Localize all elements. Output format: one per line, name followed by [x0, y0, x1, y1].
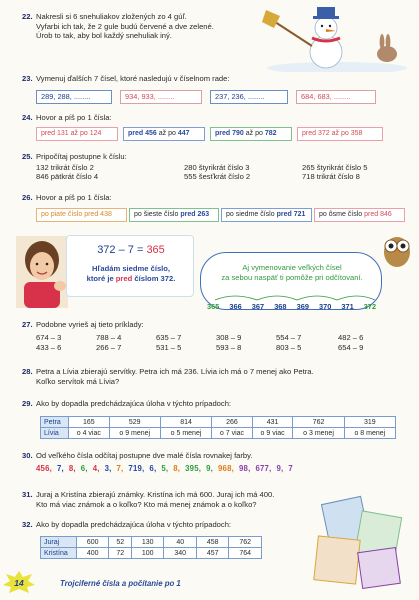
sequence-box: 289, 288, ........ [36, 90, 112, 104]
task-number: 25. [22, 152, 33, 161]
task-26 [22, 193, 112, 203]
sequence-number: 8, [68, 464, 76, 473]
sequence-number: 719, [128, 464, 145, 473]
table-cell: o 4 viac [69, 428, 110, 439]
list-item: 674 – 3 [36, 332, 62, 342]
task-text: Ako by dopadla predchádzajúca úloha v týchto prípadoch: [36, 399, 232, 408]
list-item: 635 – 7 [156, 332, 182, 342]
list-item: 531 – 5 [156, 343, 182, 353]
table-cell: 266 [212, 417, 253, 428]
list-item: 555 šesťkrát číslo 2 [184, 172, 251, 182]
number-line [205, 294, 383, 312]
count-pill: po šieste číslo pred 263 [129, 208, 219, 222]
task-23 [22, 74, 229, 84]
number-line-label: 371 [341, 302, 354, 311]
number-line-label: 366 [229, 302, 242, 311]
list-item: 266 – 7 [96, 343, 122, 353]
number-line-label: 368 [274, 302, 287, 311]
table-cell: 319 [344, 417, 395, 428]
page-number: 14 [14, 578, 24, 588]
count-pill: po ôsme číslo pred 846 [314, 208, 405, 222]
count-pill: po piate číslo pred 438 [36, 208, 127, 222]
table-32 [40, 536, 262, 559]
task-number: 31. [22, 490, 33, 499]
task-text: Úrob to tak, aby bol každý snehuliak iný. [36, 31, 172, 41]
sequence-number: 6, [80, 464, 88, 473]
table-cell: 600 [77, 537, 109, 548]
table-row [41, 428, 396, 439]
sequence-number: 98, [239, 464, 251, 473]
count-pill: pred 790 až po 782 [210, 127, 292, 141]
task-27 [22, 320, 398, 353]
task-number: 23. [22, 74, 33, 83]
count-pill: po siedme číslo pred 721 [221, 208, 312, 222]
list-item: 433 – 6 [36, 343, 62, 353]
count-pills-24 [36, 127, 383, 141]
task-text: Vymenuj ďalších 7 čísel, ktoré nasledujú v číselnom rade: [36, 74, 230, 83]
table-cell: 100 [132, 548, 164, 559]
table-row [41, 548, 262, 559]
stamps-illustration [296, 494, 416, 594]
sequence-number: 5, [161, 464, 169, 473]
list-item: 846 pätkrát číslo 4 [36, 172, 99, 182]
table-cell: o 7 viac [212, 428, 253, 439]
sequence-number: 677, [255, 464, 272, 473]
child-illustration [16, 236, 68, 308]
table-cell: Juraj [41, 537, 77, 548]
sequence-number: 8, [173, 464, 181, 473]
list-item: 280 štyrikrát číslo 3 [184, 162, 250, 172]
table-cell: 52 [109, 537, 132, 548]
sequence-number: 7, [56, 464, 64, 473]
snowman-illustration [262, 2, 412, 72]
number-line-label: 367 [251, 302, 265, 311]
table-cell: Kristína [41, 548, 77, 559]
table-cell: 400 [77, 548, 109, 559]
table-cell: 40 [164, 537, 196, 548]
sequence-number: 456, [36, 464, 52, 473]
table-cell: 529 [109, 417, 160, 428]
task-29 [22, 399, 231, 409]
list-item: 803 – 5 [276, 343, 302, 353]
count-pills-26 [36, 208, 405, 222]
sequence-number: 3, [104, 464, 112, 473]
table-cell: o 9 viac [252, 428, 293, 439]
addition-list [22, 163, 392, 182]
task-number: 29. [22, 399, 33, 408]
equation-hint: Hľadám siedme číslo, ktoré je pred číslom 372. [86, 264, 176, 283]
task-text: Koľko servítok má Lívia? [36, 376, 120, 386]
task-text: Podobne vyrieš aj tieto príklady: [36, 320, 144, 329]
task-text: Hovor a píš po 1 čísla: [36, 113, 112, 122]
number-line-label: 369 [296, 302, 309, 311]
table-cell: 762 [293, 417, 344, 428]
list-item: 593 – 8 [216, 343, 242, 353]
task-32 [22, 520, 231, 530]
sequence-number: 7, [116, 464, 124, 473]
task-text: Od veľkého čísla odčítaj postupne dve malé čísla rovnakej farby. [36, 451, 253, 460]
task-text: Kto má viac známok a o koľko? Kto má menej známok a o koľko? [36, 499, 257, 509]
task-31 [22, 490, 274, 509]
table-cell: 762 [229, 537, 262, 548]
table-cell: 814 [160, 417, 211, 428]
table-cell: o 8 menej [344, 428, 395, 439]
sequence-boxes [36, 90, 376, 104]
list-item: 482 – 6 [338, 332, 364, 342]
sequence-number: 9, [206, 464, 214, 473]
table-cell: o 5 menej [160, 428, 211, 439]
task-text: Vyfarbi ich tak, že 2 gule budú červené a dve zelené. [36, 21, 214, 31]
table-cell: 165 [69, 417, 110, 428]
task-text: Petra a Lívia zbierajú servítky. Petra ich má 236. Lívia ich má o 7 menej ako Petra. [36, 367, 314, 376]
sequence-number: 4, [92, 464, 100, 473]
color-sequence [36, 464, 298, 473]
table-cell: o 9 menej [109, 428, 160, 439]
sequence-number: 968, [218, 464, 234, 473]
table-row [41, 417, 396, 428]
table-cell: 457 [196, 548, 228, 559]
sequence-number: 7 [288, 464, 293, 473]
table-29 [40, 416, 396, 439]
subtraction-grid [22, 333, 398, 353]
bubble-text: Aj vymenovanie veľkých čísel za sebou naspäť ti pomôže pri odčítovaní. [221, 263, 363, 282]
task-22 [22, 12, 214, 41]
task-text: Pripočítaj postupne k číslu: [36, 152, 127, 161]
task-text: Juraj a Kristína zbierajú známky. Kristína ich má 600. Juraj ich má 400. [36, 490, 275, 499]
sequence-number: 9, [276, 464, 284, 473]
sequence-number: 6, [149, 464, 157, 473]
number-line-label: 370 [319, 302, 332, 311]
task-number: 24. [22, 113, 33, 122]
task-25 [22, 152, 392, 182]
list-item: 554 – 7 [276, 332, 302, 342]
table-cell: Petra [41, 417, 69, 428]
table-cell: 72 [109, 548, 132, 559]
equation-box [66, 235, 194, 297]
table-cell: 130 [132, 537, 164, 548]
number-line-label: 365 [207, 302, 220, 311]
count-pill: pred 456 až po 447 [123, 127, 205, 141]
table-cell: 431 [252, 417, 293, 428]
count-pill: pred 131 až po 124 [36, 127, 118, 141]
list-item: 132 trikrát číslo 2 [36, 162, 94, 172]
footer-title: Trojciferné čísla a počítanie po 1 [60, 579, 181, 588]
task-24 [22, 113, 112, 123]
sequence-box: 237, 236, ........ [210, 90, 288, 104]
sequence-number: 395, [185, 464, 202, 473]
table-cell: o 3 menej [293, 428, 344, 439]
list-item: 265 štyrikrát číslo 5 [302, 162, 368, 172]
count-pill: pred 372 až po 358 [297, 127, 383, 141]
table-cell: Lívia [41, 428, 69, 439]
task-number: 22. [22, 12, 33, 21]
task-number: 30. [22, 451, 33, 460]
task-number: 27. [22, 320, 33, 329]
sequence-box: 684, 683, ........ [296, 90, 376, 104]
task-text: Nakresli si 6 snehuliakov zložených zo 4 gúľ. [36, 12, 187, 21]
task-text: Hovor a píš po 1 čísla: [36, 193, 112, 202]
owl-illustration [380, 228, 414, 268]
list-item: 654 – 9 [338, 343, 364, 353]
task-30 [22, 451, 253, 461]
table-cell: 764 [229, 548, 262, 559]
equation: 372 – 7 = 365 [97, 244, 165, 256]
sequence-box: 934, 933, ........ [120, 90, 202, 104]
task-number: 32. [22, 520, 33, 529]
table-row [41, 537, 262, 548]
task-number: 28. [22, 367, 33, 376]
table-cell: 458 [196, 537, 228, 548]
list-item: 788 – 4 [96, 332, 122, 342]
task-28 [22, 367, 314, 386]
task-text: Ako by dopadla predchádzajúca úloha v týchto prípadoch: [36, 520, 232, 529]
list-item: 308 – 9 [216, 332, 242, 342]
table-cell: 340 [164, 548, 196, 559]
number-line-label: 372 [363, 302, 377, 311]
task-number: 26. [22, 193, 33, 202]
list-item: 718 trikrát číslo 8 [302, 172, 360, 182]
